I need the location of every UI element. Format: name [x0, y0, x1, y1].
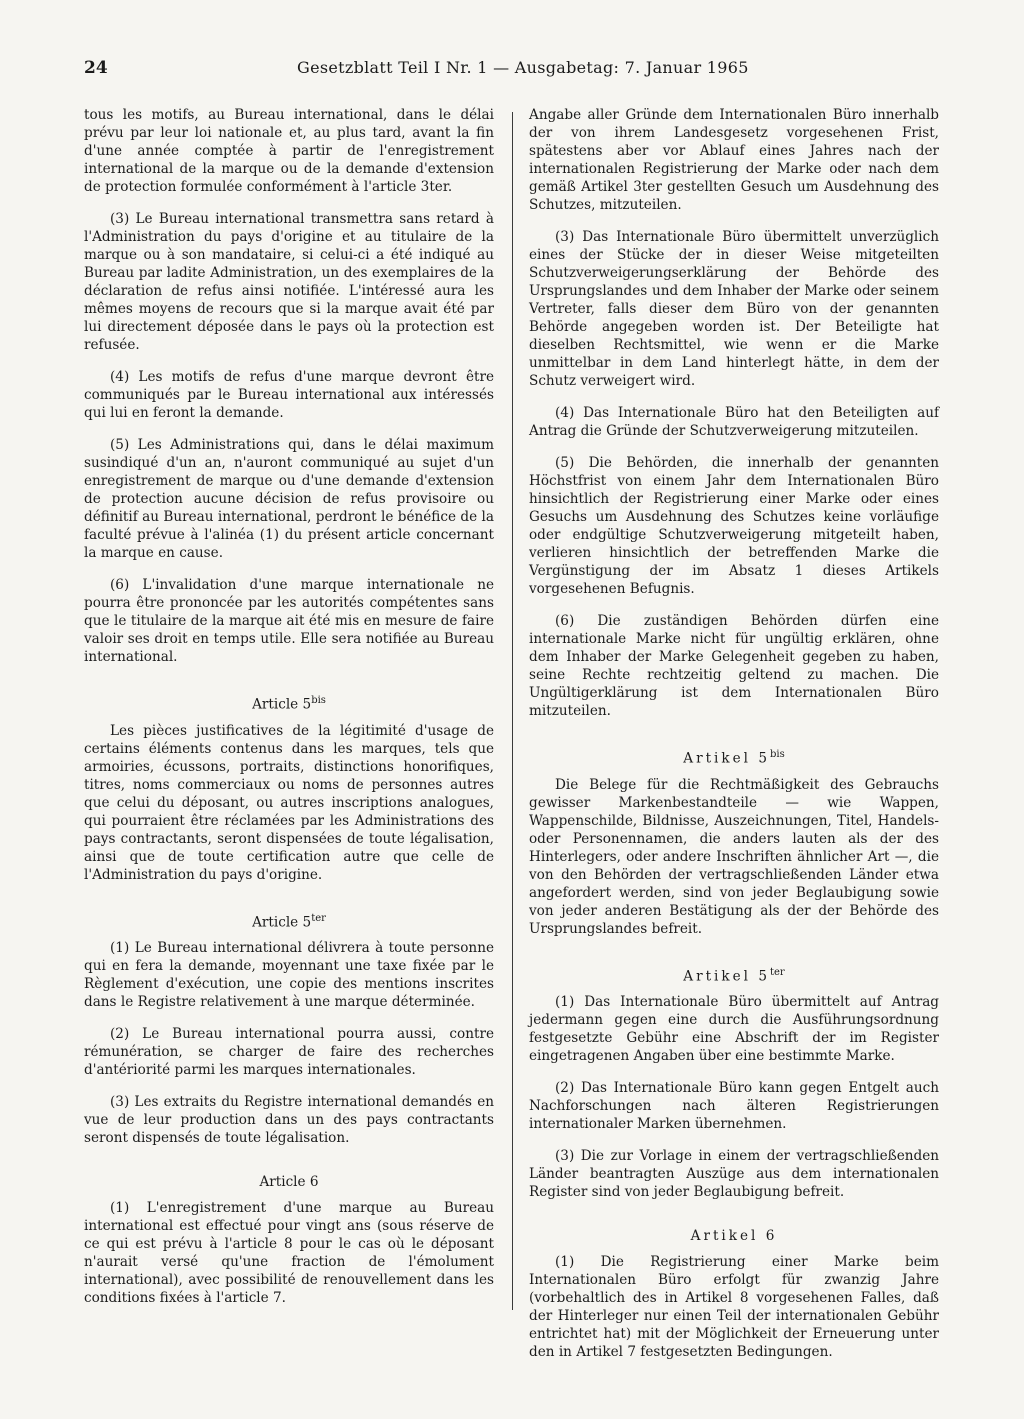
paragraph: (5) Die Behörden, die innerhalb der genannten Höchstfrist von einem Jahr dem Internationalen Büro hinsichtlich der Registrierung einer Marke oder eines Gesuchs um Ausdehnung des Schutzes keine vorläufige oder endgültige Schutzverweigerung mitgeteilt haben, verlieren hinsichtlich der betreffenden Marke die Vergünstigung der im Absatz 1 dieses Artikels vorgesehenen Befugnis.	[529, 455, 939, 597]
paragraph: (1) Le Bureau international délivrera à toute personne qui en fera la demande, moyennant une taxe fixée par le Règlement d'exécution, une copie des mentions inscrites dans le Registre relativement à une marque déterminée.	[84, 940, 494, 1011]
article-heading-text: Article 5	[252, 696, 312, 713]
article-heading	[84, 910, 494, 932]
paragraph: (5) Les Administrations qui, dans le délai maximum susindiqué d'un an, n'auront communiqué au sujet d'un enregistrement de marque ou d'une demande d'extension de protection aucune décision de refus provisoire ou définitif au Bureau international, perdront le bénéfice de la faculté prévue à l'alinéa (1) du présent article concernant la marque en cause.	[84, 437, 494, 561]
article-heading-text: Artikel 5	[683, 750, 770, 767]
page-number: 24	[84, 58, 108, 78]
column-divider	[512, 112, 513, 1310]
paragraph: tous les motifs, au Bureau international, dans le délai prévu par leur loi nationale et, au plus tard, avant la fin d'une année comptée à partir de l'enregistrement international de la marque ou de la demande d'extension de protection formulée conformément à l'article 3ter.	[84, 107, 494, 195]
paragraph: (2) Das Internationale Büro kann gegen Entgelt auch Nachforschungen nach älteren Registrierungen internationaler Marken übernehmen.	[529, 1080, 939, 1133]
paragraph: Angabe aller Gründe dem Internationalen Büro innerhalb der von ihrem Landesgesetz vorgesehenen Frist, spätestens aber vor Ablauf eines Jahres nach der internationalen Registrierung der Marke oder nach dem gemäß Artikel 3ter gestellten Gesuch um Ausdehnung des Schutzes, mitzuteilen.	[529, 107, 939, 213]
article-heading-superscript: bis	[770, 749, 785, 760]
paragraph: (3) Les extraits du Registre international demandés en vue de leur production dans un des pays contractants seront dispensés de toute légalisation.	[84, 1094, 494, 1147]
paragraph: Les pièces justificatives de la légitimité d'usage de certains éléments contenus dans les marques, tels que armoiries, écussons, portraits, distinctions honorifiques, titres, noms commerciaux ou noms de personnes autres que celui du déposant, ou autres inscriptions analogues, qui pourraient être réclamées par les Administrations des pays contractants, seront dispensées de toute légalisation, ainsi que de toute certification autre que celle de l'Administration du pays d'origine.	[84, 722, 494, 883]
article-heading	[529, 1227, 939, 1245]
article-heading	[84, 1173, 494, 1191]
page-header	[84, 58, 944, 82]
paragraph: (4) Das Internationale Büro hat den Beteiligten auf Antrag die Gründe der Schutzverweigerung mitzuteilen.	[529, 405, 939, 439]
paragraph: (6) Die zuständigen Behörden dürfen eine internationale Marke nicht für ungültig erklären, ohne dem Inhaber der Marke Gelegenheit gegeben zu haben, seine Rechte rechtzeitig geltend zu machen. Die Ungültigerklärung ist dem Internationalen Büro mitzuteilen.	[529, 613, 939, 719]
header-title: Gesetzblatt Teil I Nr. 1 — Ausgabetag: 7. Januar 1965	[297, 58, 749, 77]
article-heading-text: Article 6	[259, 1174, 319, 1191]
article-heading-superscript: ter	[770, 966, 785, 978]
article-heading-superscript: bis	[311, 695, 326, 706]
paragraph: (3) Le Bureau international transmettra sans retard à l'Administration du pays d'origine et au titulaire de la marque ou à son mandataire, si celui-ci a été indiqué au Bureau par ladite Administration, un des exemplaires de la déclaration de refus ainsi notifiée. L'intéressé aura les mêmes moyens de recours que si la marque avait été par lui directement déposée dans le pays où la protection est refusée.	[84, 211, 494, 353]
french-column	[84, 106, 494, 1321]
german-column	[529, 106, 939, 1375]
paragraph: (4) Les motifs de refus d'une marque devront être communiqués par le Bureau international aux intéressés qui lui en feront la demande.	[84, 369, 494, 421]
paragraph: (1) Das Internationale Büro übermittelt auf Antrag jedermann gegen eine durch die Ausführungsordnung festgesetzte Gebühr eine Abschrift der im Register eingetragenen Angaben über eine bestimmte Marke.	[529, 994, 939, 1065]
article-heading	[529, 964, 939, 986]
article-heading-text: Artikel 5	[683, 968, 770, 985]
paragraph: (3) Die zur Vorlage in einem der vertragschließenden Länder beantragten Auszüge aus dem internationalen Register sind von jeder Beglaubigung befreit.	[529, 1148, 939, 1201]
paragraph: (6) L'invalidation d'une marque internationale ne pourra être prononcée par les autorités compétentes sans que le titulaire de la marque ait été mis en mesure de faire valoir ses droit en temps utile. Elle sera notifiée au Bureau international.	[84, 577, 494, 665]
paragraph: (3) Das Internationale Büro übermittelt unverzüglich eines der Stücke der in dieser Weise mitgeteilten Schutzverweigerungserklärung der Behörde des Ursprungslandes und dem Inhaber der Marke oder seinem Vertreter, falls dieser dem Büro von der genannten Behörde angegeben worden ist. Der Beteiligte hat dieselben Rechtsmittel, wie wenn er die Marke unmittelbar in dem Land hinterlegt hätte, in dem der Schutz verweigert wird.	[529, 229, 939, 389]
article-heading	[84, 692, 494, 714]
paragraph: (1) L'enregistrement d'une marque au Bureau international est effectué pour vingt ans (sous réserve de ce qui est prévu à l'article 8 pour le cas où le déposant n'aurait versé qu'une fraction de l'émolument international), avec possibilité de renouvellement dans les conditions fixées à l'article 7.	[84, 1200, 494, 1307]
article-heading-text: Article 5	[252, 914, 312, 931]
paragraph: (1) Die Registrierung einer Marke beim Internationalen Büro erfolgt für zwanzig Jahre (vorbehaltlich des in Artikel 8 vorgesehenen Falles, daß der Hinterleger nur einen Teil der internationalen Gebühr entrichtet hat) mit der Möglichkeit der Erneuerung unter den in Artikel 7 festgesetzten Bedingungen.	[529, 1254, 939, 1361]
article-heading	[529, 746, 939, 768]
article-heading-text: Artikel 6	[690, 1228, 778, 1245]
paragraph: Die Belege für die Rechtmäßigkeit des Gebrauchs gewisser Markenbestandteile — wie Wappen, Wappenschilde, Bildnisse, Auszeichnungen, Titel, Handels- oder Personennamen, die anders lauten als der des Hinterlegers, oder andere Inschriften ähnlicher Art —, die von den Behörden der vertragschließenden Länder etwa angefordert werden, sind von jeder Beglaubigung sowie von jeder anderen Bestätigung als der der Behörde des Ursprungslandes befreit.	[529, 776, 939, 937]
paragraph: (2) Le Bureau international pourra aussi, contre rémunération, se charger de faire des recherches d'antériorité parmi les marques internationales.	[84, 1026, 494, 1079]
article-heading-superscript: ter	[311, 912, 326, 924]
